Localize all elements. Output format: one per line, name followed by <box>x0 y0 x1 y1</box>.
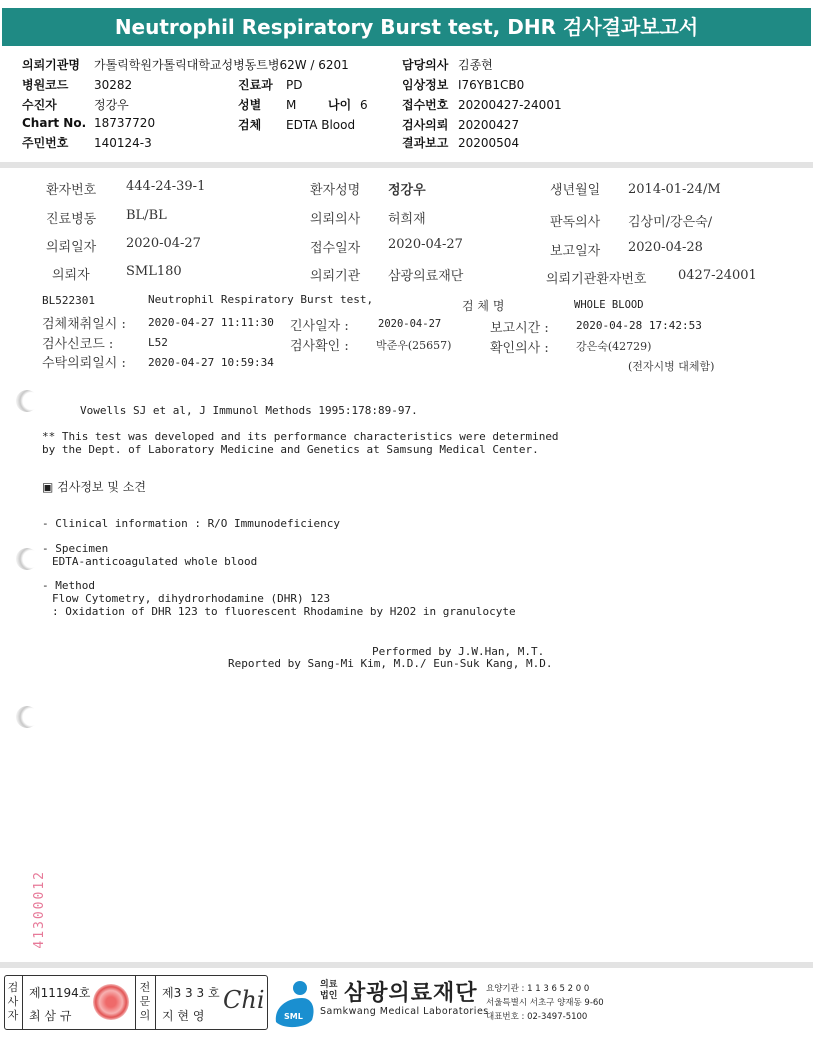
test-name: Neutrophil Respiratory Burst test, <box>148 293 374 306</box>
id-label: 주민번호 <box>22 136 69 150</box>
side-serial-number: 41300012 <box>32 870 47 949</box>
confirm-label: 검사확인 : <box>290 339 349 354</box>
test-code: BL522301 <box>42 294 95 307</box>
header-request <box>402 116 519 133</box>
header-dept <box>238 76 302 93</box>
patient-name-label: 환자성명 <box>310 183 361 198</box>
test-specimen-label: 검 체 명 <box>462 299 505 313</box>
brand-english: Samkwang Medical Laboratories <box>320 1006 489 1017</box>
hospcode-label: 병원코드 <box>22 78 69 92</box>
req-inst-label: 의뢰기관 <box>310 269 361 284</box>
scode-label: 검사신코드 : <box>42 337 114 352</box>
inst-value: 가톨릭학원가톨릭대학교성병동트병62W / 6201 <box>94 58 349 72</box>
inst-patient-value: 0427-24001 <box>678 268 757 283</box>
id-value: 140124-3 <box>94 136 152 150</box>
hole-punch <box>16 706 38 728</box>
examiner-license: 제11194호 <box>29 986 91 1000</box>
tech-date-label: 긴사일자 : <box>290 319 349 334</box>
divider <box>22 976 23 1029</box>
reported-by: Reported by Sang-Mi Kim, M.D./ Eun-Suk Kang, M.D. <box>228 657 553 670</box>
examiner-name: 최 삼 규 <box>29 1009 72 1023</box>
header-patient <box>22 96 129 113</box>
request-label: 검사의뢰 <box>402 118 449 132</box>
header-clinical <box>402 76 524 93</box>
header-chart <box>22 116 155 130</box>
patient-label: 수진자 <box>22 98 57 112</box>
signature: Chi <box>223 986 265 1014</box>
collect-value: 2020-04-27 11:11:30 <box>148 316 274 329</box>
read-doctor-label: 판독의사 <box>550 215 601 230</box>
clinical-info: - Clinical information : R/O Immunodeficiency <box>42 517 341 530</box>
ward-value: BL/BL <box>126 208 167 223</box>
inst-label: 의뢰기관명 <box>22 58 80 72</box>
request-value: 20200427 <box>458 118 520 132</box>
sml-logo-icon <box>272 978 318 1028</box>
receipt-label: 접수번호 <box>402 98 449 112</box>
rep-date-label: 보고일자 <box>550 244 601 259</box>
chart-label: Chart No. <box>22 116 87 130</box>
receipt-value: 20200427-24001 <box>458 98 562 112</box>
method-line-1: Flow Cytometry, dihydrorhodamine (DHR) 123 <box>52 592 331 605</box>
specialist-license: 제3 3 3 호 <box>162 986 220 1000</box>
dob-label: 생년월일 <box>550 183 601 198</box>
brand-small-1: 의료 <box>320 980 338 990</box>
report-title: Neutrophil Respiratory Burst test, DHR 검사결과보고서 <box>2 8 811 46</box>
specimen-heading: - Specimen <box>42 542 109 555</box>
specialist-tag: 전문의 <box>139 981 151 1022</box>
address: 서울특별시 서초구 양재동 9-60 <box>486 998 604 1008</box>
dob-value: 2014-01-24/M <box>628 182 721 197</box>
rec-date-label: 접수일자 <box>310 241 361 256</box>
method-heading: - Method <box>42 579 95 592</box>
dept-value: PD <box>286 78 303 92</box>
hole-punch <box>16 548 38 570</box>
report-value: 20200504 <box>458 136 520 150</box>
dept-label: 진료과 <box>238 78 273 92</box>
examiner-tag: 검사자 <box>7 981 19 1022</box>
specimen-value: EDTA Blood <box>286 118 356 132</box>
verifier-value: 강은숙(42729) <box>576 340 652 353</box>
reqtime-value: 2020-04-27 10:59:34 <box>148 356 274 369</box>
req-date-value: 2020-04-27 <box>126 236 201 251</box>
header-report <box>402 134 519 151</box>
tech-date-value: 2020-04-27 <box>378 318 442 330</box>
scode-value: L52 <box>148 336 168 349</box>
req-doctor-value: 허희재 <box>388 212 426 227</box>
header-doctor <box>402 56 493 73</box>
header-receipt <box>402 96 562 113</box>
footer-separator <box>0 962 813 968</box>
patient-value: 정강우 <box>94 98 129 112</box>
req-inst-value: 삼광의료재단 <box>388 269 464 284</box>
method-line-2: : Oxidation of DHR 123 to fluorescent Rhodamine by H2O2 in granulocyte <box>52 605 516 618</box>
inst-patient-label: 의뢰기관환자번호 <box>546 272 647 287</box>
chart-value: 18737720 <box>94 116 156 130</box>
brand-small-2: 법인 <box>320 991 338 1001</box>
header-sex <box>238 96 296 113</box>
age-value: 6 <box>360 98 368 112</box>
ward-label: 진료병동 <box>46 212 97 227</box>
note-line-2: by the Dept. of Laboratory Medicine and Genetics at Samsung Medical Center. <box>42 443 539 456</box>
brand-name: 삼광의료재단 <box>344 981 478 1006</box>
section-heading: ▣ 검사정보 및 소견 <box>42 480 146 494</box>
confirm-value: 박준우(25657) <box>376 339 452 352</box>
rep-date-value: 2020-04-28 <box>628 240 703 255</box>
age-label: 나이 <box>328 98 352 112</box>
signature-box <box>4 975 268 1030</box>
reqtime-label: 수탁의뢰일시 : <box>42 356 126 371</box>
header-separator <box>0 162 813 168</box>
seal-stamp <box>93 984 129 1020</box>
requester-value: SML180 <box>126 264 182 279</box>
specimen-text: EDTA-anticoagulated whole blood <box>52 555 258 568</box>
divider <box>135 976 136 1029</box>
hospcode-value: 30282 <box>94 78 133 92</box>
patient-no-label: 환자번호 <box>46 183 97 198</box>
test-specimen-value: WHOLE BLOOD <box>574 299 644 311</box>
institution-code: 요양기관 : 1 1 3 6 5 2 0 0 <box>486 984 590 994</box>
header-institution <box>22 56 349 73</box>
sex-label: 성별 <box>238 98 262 112</box>
doctor-value: 김종현 <box>458 58 493 72</box>
sml-logo-text: SML <box>284 1012 303 1021</box>
patient-name-value: 정강우 <box>388 183 426 198</box>
sex-value: M <box>286 98 297 112</box>
req-date-label: 의뢰일자 <box>46 240 97 255</box>
read-doctor-value: 김상미/강은숙/ <box>628 215 713 230</box>
report-label: 결과보고 <box>402 136 449 150</box>
report-time-label: 보고시간 : <box>490 321 549 336</box>
phone: 대표번호 : 02-3497-5100 <box>486 1012 588 1022</box>
divider <box>155 976 156 1029</box>
verifier-label: 확인의사 : <box>490 341 549 356</box>
report-time-value: 2020-04-28 17:42:53 <box>576 319 702 332</box>
clinical-value: I76YB1CB0 <box>458 78 525 92</box>
header-specimen <box>238 116 355 133</box>
rec-date-value: 2020-04-27 <box>388 237 463 252</box>
header-age <box>328 96 368 113</box>
patient-no-value: 444-24-39-1 <box>126 179 206 194</box>
collect-label: 검체채취일시 : <box>42 317 126 332</box>
clinical-label: 임상정보 <box>402 78 449 92</box>
esign-note: (전자시병 대체함) <box>628 360 715 373</box>
hole-punch <box>16 390 38 412</box>
brand-small <box>320 980 337 1002</box>
header-hospcode <box>22 76 132 93</box>
header-id <box>22 134 152 151</box>
specimen-label: 검체 <box>238 118 262 132</box>
requester-label: 의뢰자 <box>52 268 90 283</box>
specialist-name: 지 현 영 <box>162 1009 205 1023</box>
doctor-label: 담당의사 <box>402 58 449 72</box>
req-doctor-label: 의뢰의사 <box>310 212 361 227</box>
reference: Vowells SJ et al, J Immunol Methods 1995:178:89-97. <box>80 404 418 417</box>
performed-by: Performed by J.W.Han, M.T. <box>372 645 545 658</box>
note-line-1: ** This test was developed and its performance characteristics were determined <box>42 430 559 443</box>
